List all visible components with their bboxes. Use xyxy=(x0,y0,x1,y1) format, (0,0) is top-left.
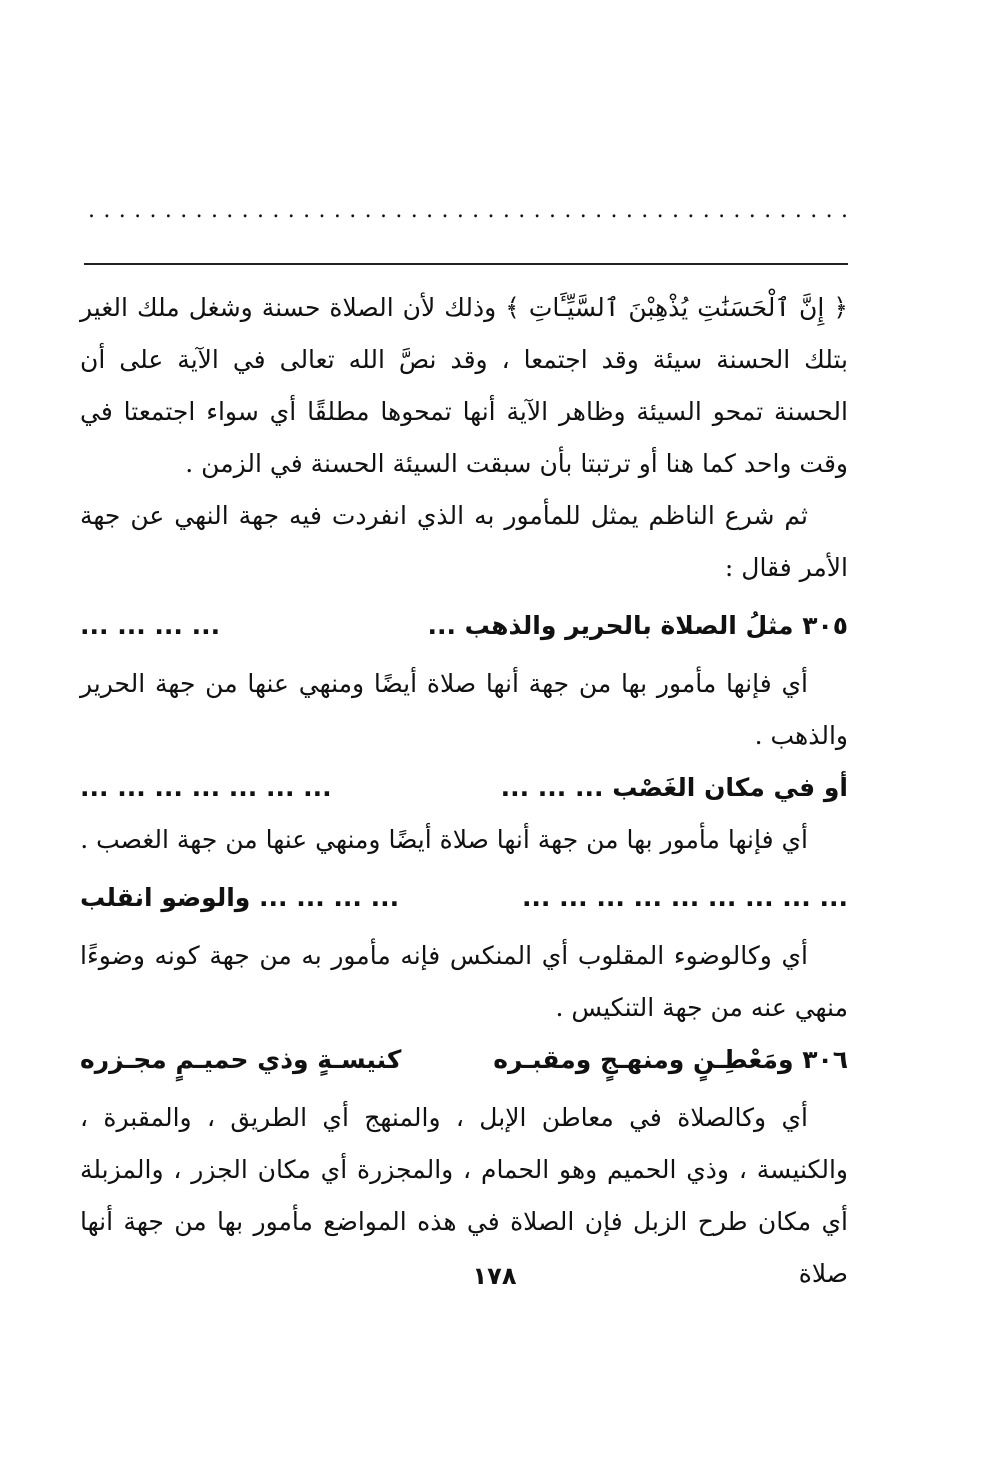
paragraph-6: أي وكالصلاة في معاطن الإبل ، والمنهج أي الطريق ، والمقبرة ، والكنيسة ، وذي الحميم وهو الحمام ، والمجزرة أي مكان الجزر ، والمزبلة أي مكان طرح الزبل فإن الصلاة في هذه المواضع مأمور بها من جهة أنها صلاة xyxy=(80,1103,848,1288)
verse-ghasb xyxy=(80,762,848,814)
verse-306-second-hemistich: كنيسـةٍ وذي حميـمٍ مجـزره xyxy=(80,1045,402,1074)
verse-ghasb-second-hemistich: ... ... ... ... ... ... ... xyxy=(80,773,332,802)
verse-305-second-hemistich: ... ... ... ... xyxy=(80,611,221,640)
verse-305 xyxy=(80,600,848,652)
verse-wudu xyxy=(80,872,848,924)
horizontal-rule xyxy=(84,263,848,265)
verse-wudu-first-hemistich: ... ... ... ... ... ... ... ... ... xyxy=(521,883,848,912)
verse-306-first-hemistich: ٣٠٦ ومَعْطِـنٍ ومنهـجٍ ومقبـره xyxy=(493,1045,848,1074)
dotted-line-separator: . . . . . . . . . . . . . . . . . . . . . . . . . . . . . . . . . . . . . . . . . . . . . . . . . . xyxy=(88,198,848,223)
paragraph-2: ثم شرع الناظم يمثل للمأمور به الذي انفردت فيه جهة النهي عن جهة الأمر فقال : xyxy=(80,501,848,582)
verse-wudu-second-hemistich: ... ... ... ... والوضو انقلب xyxy=(80,883,400,912)
paragraph-3: أي فإنها مأمور بها من جهة أنها صلاة أيضًا ومنهي عنها من جهة الحرير والذهب . xyxy=(80,669,848,750)
paragraph-4: أي فإنها مأمور بها من جهة أنها صلاة أيضًا ومنهي عنها من جهة الغصب . xyxy=(80,825,808,854)
page-body xyxy=(80,282,848,1300)
paragraph-1: ﴿ إِنَّ ٱلْحَسَنَٰتِ يُذْهِبْنَ ٱلسَّيِّـَٔاتِ ﴾ وذلك لأن الصلاة حسنة وشغل ملك الغير بتلك الحسنة سيئة وقد اجتمعا ، وقد نصَّ الله تعالى في الآية على أن الحسنة تمحو السيئة وظاهر الآية أنها تمحوها مطلقًا أي سواء اجتمعتا في وقت واحد كما هنا أو ترتبتا بأن سبقت السيئة الحسنة في الزمن . xyxy=(80,293,848,478)
verse-306 xyxy=(80,1034,848,1086)
paragraph-5: أي وكالوضوء المقلوب أي المنكس فإنه مأمور به من جهة كونه وضوءًا منهي عنه من جهة التنكيس . xyxy=(80,941,848,1022)
verse-305-first-hemistich: ٣٠٥ مثلُ الصلاة بالحرير والذهب ... xyxy=(427,611,848,640)
page-number: ١٧٨ xyxy=(472,1262,517,1290)
verse-ghasb-first-hemistich: أو في مكان الغَصْب ... ... ... xyxy=(500,773,848,802)
